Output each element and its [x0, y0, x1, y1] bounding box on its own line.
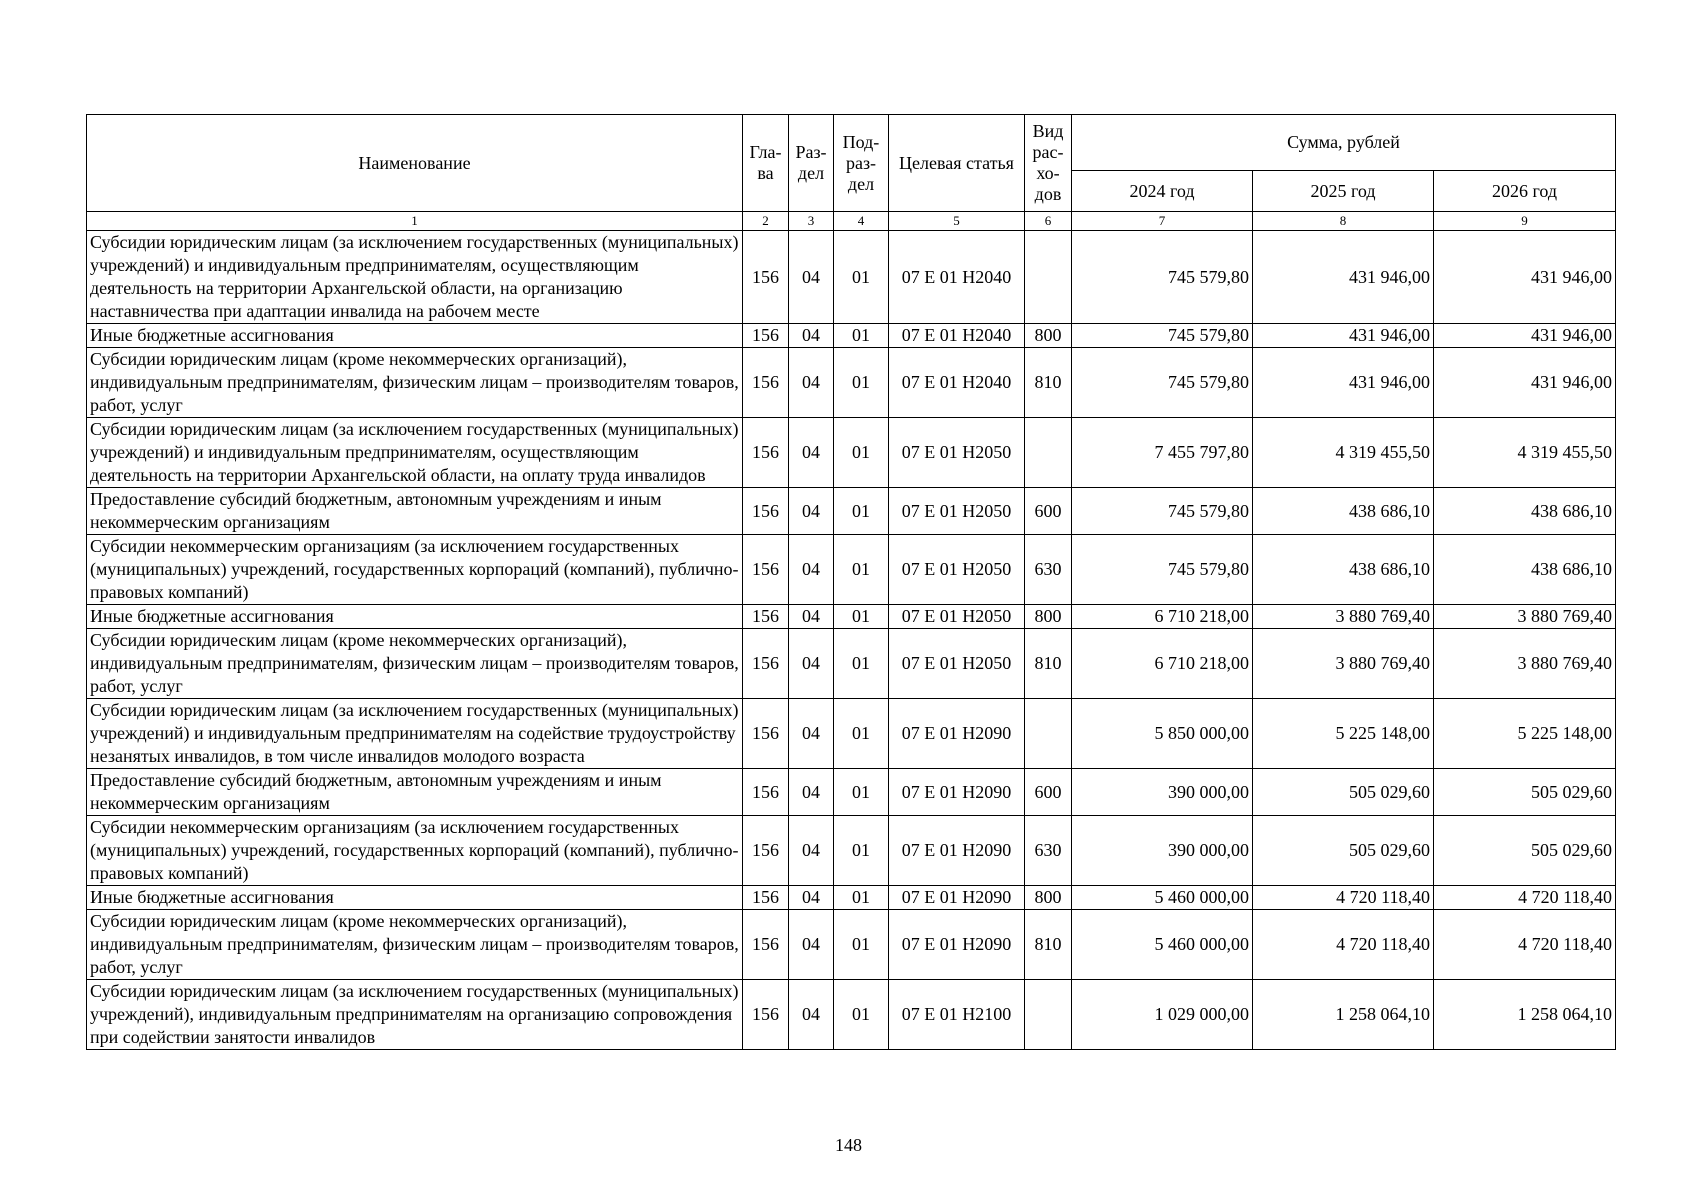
page-number: 148: [835, 1135, 862, 1155]
header-chapter: Гла-ва: [743, 115, 789, 212]
table-row: [87, 488, 1616, 535]
cell-amount-2024: 390 000,00: [1072, 816, 1253, 886]
table-row: [87, 886, 1616, 910]
cell-name: Субсидии юридическим лицам (за исключением государственных (муниципальных) учреждений), индивидуальным предпринимателям на организацию сопровождения при содействии занятости инвалидов: [87, 980, 743, 1050]
cell-section: 04: [789, 980, 834, 1050]
header-target-article: Целевая статья: [889, 115, 1025, 212]
cell-amount-2024: 745 579,80: [1072, 324, 1253, 348]
cell-expense-type: 630: [1025, 535, 1072, 605]
cell-amount-2026: 3 880 769,40: [1434, 629, 1616, 699]
cell-subsection: 01: [834, 769, 889, 816]
column-number: 1: [87, 212, 743, 231]
header-year-2026: 2026 год: [1434, 171, 1616, 212]
cell-chapter: 156: [743, 488, 789, 535]
cell-name: Субсидии некоммерческим организациям (за исключением государственных (муниципальных) учреждений, государственных корпораций (компаний), публично-правовых компаний): [87, 535, 743, 605]
cell-subsection: 01: [834, 980, 889, 1050]
cell-expense-type: 600: [1025, 488, 1072, 535]
cell-amount-2024: 6 710 218,00: [1072, 605, 1253, 629]
cell-name: Иные бюджетные ассигнования: [87, 324, 743, 348]
cell-target-article: 07 Е 01 Н2050: [889, 629, 1025, 699]
cell-section: 04: [789, 605, 834, 629]
column-number-row: [87, 212, 1616, 231]
header-expense-type: Вид рас-хо-дов: [1025, 115, 1072, 212]
cell-chapter: 156: [743, 324, 789, 348]
cell-subsection: 01: [834, 488, 889, 535]
cell-section: 04: [789, 348, 834, 418]
cell-subsection: 01: [834, 231, 889, 324]
cell-subsection: 01: [834, 699, 889, 769]
cell-amount-2024: 745 579,80: [1072, 348, 1253, 418]
cell-amount-2024: 5 460 000,00: [1072, 910, 1253, 980]
table-row: [87, 535, 1616, 605]
cell-amount-2024: 745 579,80: [1072, 231, 1253, 324]
cell-chapter: 156: [743, 348, 789, 418]
cell-amount-2024: 390 000,00: [1072, 769, 1253, 816]
column-number: 2: [743, 212, 789, 231]
cell-amount-2024: 1 029 000,00: [1072, 980, 1253, 1050]
cell-section: 04: [789, 910, 834, 980]
cell-target-article: 07 Е 01 Н2050: [889, 535, 1025, 605]
table-row: [87, 769, 1616, 816]
cell-section: 04: [789, 488, 834, 535]
cell-subsection: 01: [834, 816, 889, 886]
cell-amount-2025: 4 319 455,50: [1253, 418, 1434, 488]
cell-expense-type: 810: [1025, 910, 1072, 980]
cell-chapter: 156: [743, 535, 789, 605]
cell-amount-2024: 745 579,80: [1072, 488, 1253, 535]
cell-expense-type: 600: [1025, 769, 1072, 816]
cell-amount-2024: 7 455 797,80: [1072, 418, 1253, 488]
cell-amount-2025: 1 258 064,10: [1253, 980, 1434, 1050]
cell-amount-2025: 505 029,60: [1253, 769, 1434, 816]
cell-expense-type: 810: [1025, 348, 1072, 418]
cell-amount-2025: 4 720 118,40: [1253, 910, 1434, 980]
cell-amount-2025: 3 880 769,40: [1253, 629, 1434, 699]
cell-expense-type: [1025, 418, 1072, 488]
cell-target-article: 07 Е 01 Н2090: [889, 910, 1025, 980]
cell-subsection: 01: [834, 535, 889, 605]
table-row: [87, 699, 1616, 769]
cell-name: Субсидии юридическим лицам (за исключением государственных (муниципальных) учреждений) и индивидуальным предпринимателям, осуществляющим деятельность на территории Архангельской области, на организацию наставничества при адаптации инвалида на рабочем месте: [87, 231, 743, 324]
cell-section: 04: [789, 535, 834, 605]
column-number: 5: [889, 212, 1025, 231]
cell-name: Субсидии юридическим лицам (кроме некоммерческих организаций), индивидуальным предпринимателям, физическим лицам – производителям товаров, работ, услуг: [87, 910, 743, 980]
table-row: [87, 348, 1616, 418]
cell-expense-type: 800: [1025, 324, 1072, 348]
cell-section: 04: [789, 699, 834, 769]
budget-table: [86, 114, 1616, 1050]
cell-amount-2025: 431 946,00: [1253, 348, 1434, 418]
cell-expense-type: 800: [1025, 886, 1072, 910]
cell-chapter: 156: [743, 629, 789, 699]
cell-amount-2026: 438 686,10: [1434, 488, 1616, 535]
table-row: [87, 418, 1616, 488]
column-number: 6: [1025, 212, 1072, 231]
cell-expense-type: [1025, 980, 1072, 1050]
column-number: 4: [834, 212, 889, 231]
cell-amount-2026: 3 880 769,40: [1434, 605, 1616, 629]
cell-target-article: 07 Е 01 Н2090: [889, 769, 1025, 816]
cell-subsection: 01: [834, 629, 889, 699]
cell-subsection: 01: [834, 418, 889, 488]
cell-amount-2025: 438 686,10: [1253, 535, 1434, 605]
cell-amount-2026: 4 720 118,40: [1434, 886, 1616, 910]
cell-chapter: 156: [743, 769, 789, 816]
cell-amount-2024: 5 850 000,00: [1072, 699, 1253, 769]
cell-section: 04: [789, 886, 834, 910]
cell-name: Иные бюджетные ассигнования: [87, 605, 743, 629]
cell-section: 04: [789, 769, 834, 816]
cell-amount-2026: 4 319 455,50: [1434, 418, 1616, 488]
cell-subsection: 01: [834, 886, 889, 910]
cell-name: Предоставление субсидий бюджетным, автономным учреждениям и иным некоммерческим организациям: [87, 488, 743, 535]
cell-target-article: 07 Е 01 Н2090: [889, 886, 1025, 910]
cell-name: Субсидии юридическим лицам (кроме некоммерческих организаций), индивидуальным предпринимателям, физическим лицам – производителям товаров, работ, услуг: [87, 348, 743, 418]
cell-expense-type: 810: [1025, 629, 1072, 699]
cell-target-article: 07 Е 01 Н2040: [889, 348, 1025, 418]
cell-expense-type: [1025, 231, 1072, 324]
cell-section: 04: [789, 418, 834, 488]
table-row: [87, 324, 1616, 348]
cell-chapter: 156: [743, 980, 789, 1050]
cell-chapter: 156: [743, 699, 789, 769]
table-row: [87, 980, 1616, 1050]
cell-target-article: 07 Е 01 Н2090: [889, 816, 1025, 886]
cell-subsection: 01: [834, 910, 889, 980]
header-year-2025: 2025 год: [1253, 171, 1434, 212]
cell-chapter: 156: [743, 231, 789, 324]
cell-amount-2026: 1 258 064,10: [1434, 980, 1616, 1050]
cell-chapter: 156: [743, 816, 789, 886]
table-header: [87, 115, 1616, 231]
cell-amount-2024: 6 710 218,00: [1072, 629, 1253, 699]
cell-expense-type: 630: [1025, 816, 1072, 886]
header-subsection: Под-раз-дел: [834, 115, 889, 212]
cell-chapter: 156: [743, 605, 789, 629]
header-name: Наименование: [87, 115, 743, 212]
header-year-2024: 2024 год: [1072, 171, 1253, 212]
column-number: 3: [789, 212, 834, 231]
cell-subsection: 01: [834, 324, 889, 348]
cell-amount-2026: 438 686,10: [1434, 535, 1616, 605]
cell-name: Субсидии юридическим лицам (кроме некоммерческих организаций), индивидуальным предпринимателям, физическим лицам – производителям товаров, работ, услуг: [87, 629, 743, 699]
cell-amount-2026: 431 946,00: [1434, 231, 1616, 324]
cell-target-article: 07 Е 01 Н2040: [889, 324, 1025, 348]
column-number: 9: [1434, 212, 1616, 231]
cell-chapter: 156: [743, 886, 789, 910]
cell-amount-2025: 438 686,10: [1253, 488, 1434, 535]
cell-target-article: 07 Е 01 Н2050: [889, 605, 1025, 629]
cell-amount-2025: 505 029,60: [1253, 816, 1434, 886]
cell-amount-2026: 431 946,00: [1434, 348, 1616, 418]
cell-name: Субсидии юридическим лицам (за исключением государственных (муниципальных) учреждений) и индивидуальным предпринимателям, осуществляющим деятельность на территории Архангельской области, на оплату труда инвалидов: [87, 418, 743, 488]
cell-name: Иные бюджетные ассигнования: [87, 886, 743, 910]
cell-expense-type: 800: [1025, 605, 1072, 629]
cell-name: Субсидии юридическим лицам (за исключением государственных (муниципальных) учреждений) и индивидуальным предпринимателям на содействие трудоустройству незанятых инвалидов, в том числе инвалидов молодого возраста: [87, 699, 743, 769]
cell-amount-2025: 431 946,00: [1253, 231, 1434, 324]
column-number: 7: [1072, 212, 1253, 231]
cell-target-article: 07 Е 01 Н2040: [889, 231, 1025, 324]
cell-amount-2024: 5 460 000,00: [1072, 886, 1253, 910]
cell-amount-2026: 5 225 148,00: [1434, 699, 1616, 769]
cell-expense-type: [1025, 699, 1072, 769]
cell-chapter: 156: [743, 910, 789, 980]
cell-subsection: 01: [834, 348, 889, 418]
column-number: 8: [1253, 212, 1434, 231]
cell-amount-2026: 431 946,00: [1434, 324, 1616, 348]
cell-amount-2025: 4 720 118,40: [1253, 886, 1434, 910]
cell-amount-2026: 505 029,60: [1434, 816, 1616, 886]
table-row: [87, 910, 1616, 980]
table-row: [87, 605, 1616, 629]
cell-amount-2024: 745 579,80: [1072, 535, 1253, 605]
cell-section: 04: [789, 629, 834, 699]
cell-target-article: 07 Е 01 Н2090: [889, 699, 1025, 769]
table-row: [87, 231, 1616, 324]
cell-section: 04: [789, 324, 834, 348]
cell-section: 04: [789, 816, 834, 886]
cell-amount-2025: 5 225 148,00: [1253, 699, 1434, 769]
cell-amount-2025: 3 880 769,40: [1253, 605, 1434, 629]
cell-target-article: 07 Е 01 Н2050: [889, 488, 1025, 535]
cell-name: Предоставление субсидий бюджетным, автономным учреждениям и иным некоммерческим организациям: [87, 769, 743, 816]
table-row: [87, 629, 1616, 699]
cell-amount-2025: 431 946,00: [1253, 324, 1434, 348]
table-body: [87, 231, 1616, 1050]
header-section: Раз-дел: [789, 115, 834, 212]
cell-amount-2026: 4 720 118,40: [1434, 910, 1616, 980]
cell-target-article: 07 Е 01 Н2100: [889, 980, 1025, 1050]
cell-amount-2026: 505 029,60: [1434, 769, 1616, 816]
header-sum: Сумма, рублей: [1072, 115, 1616, 171]
cell-section: 04: [789, 231, 834, 324]
cell-subsection: 01: [834, 605, 889, 629]
cell-name: Субсидии некоммерческим организациям (за исключением государственных (муниципальных) учреждений, государственных корпораций (компаний), публично-правовых компаний): [87, 816, 743, 886]
cell-target-article: 07 Е 01 Н2050: [889, 418, 1025, 488]
table-row: [87, 816, 1616, 886]
cell-chapter: 156: [743, 418, 789, 488]
